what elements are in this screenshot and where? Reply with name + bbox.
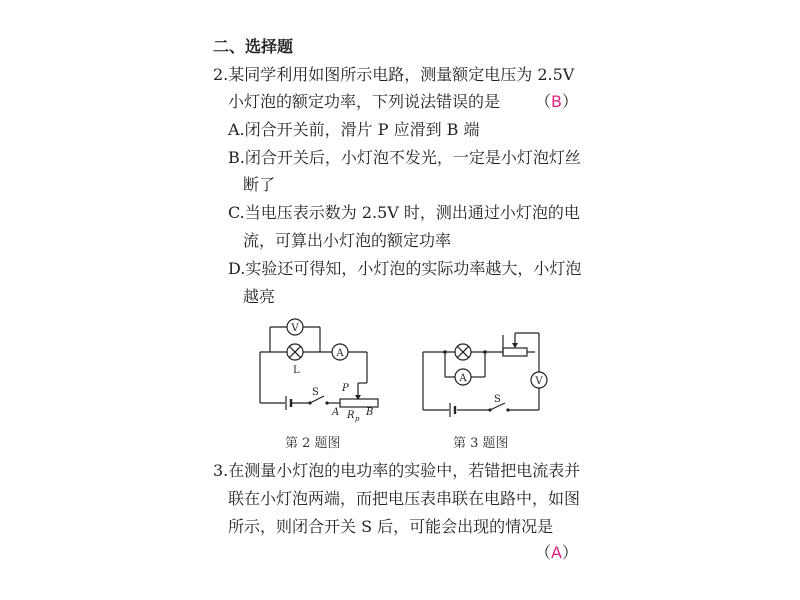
fig2-ammeter-label: A	[336, 348, 344, 359]
q2-answer-open: （	[535, 92, 552, 111]
fig2-voltmeter-label: V	[291, 323, 299, 334]
q2-option-d-line2: 越亮	[243, 287, 276, 306]
q2-option-b-line2: 断了	[243, 175, 276, 194]
q2-stem-line1: 2.某同学利用如图所示电路，测量额定电压为 2.5V	[213, 65, 575, 84]
fig3-voltmeter-label: V	[535, 376, 543, 387]
q2-answer-bracket	[535, 92, 578, 112]
fig2-rheostat-label: R	[347, 410, 355, 421]
fig2-slider-label: P	[342, 383, 349, 394]
q2-stem-line2: 小灯泡的额定功率，下列说法错误的是	[228, 92, 501, 111]
q3-stem-line1: 3.在测量小灯泡的电功率的实验中，若错把电流表并	[213, 461, 581, 480]
q3-stem-line3: 所示，则闭合开关 S 后，可能会出现的情况是	[228, 517, 554, 536]
fig3-caption: 第 3 题图	[453, 436, 509, 451]
fig2-rheostat-sub: p	[355, 415, 360, 423]
q2-option-a: A.闭合开关前，滑片 P 应滑到 B 端	[228, 120, 480, 139]
q2-option-c-line1: C.当电压表示数为 2.5V 时，测出通过小灯泡的电	[228, 203, 580, 222]
q3-stem-line2: 联在小灯泡两端，而把电压表串联在电路中，如图	[228, 489, 581, 508]
fig2-circuit-diagram	[250, 315, 385, 425]
fig3-circuit-diagram	[415, 325, 555, 420]
q3-answer-bracket	[535, 543, 578, 563]
fig2-end-a-label: A	[332, 407, 340, 418]
fig3-ammeter-label: A	[459, 373, 467, 384]
fig2-lamp-label: L	[293, 365, 300, 376]
fig2-caption: 第 2 题图	[285, 436, 341, 451]
section-title: 二、选择题	[213, 37, 294, 56]
q2-option-c-line2: 流，可算出小灯泡的额定功率	[243, 231, 452, 250]
q3-answer-close: ）	[561, 543, 578, 562]
fig2-end-b-label: B	[366, 407, 374, 418]
q2-option-b-line1: B.闭合开关后，小灯泡不发光，一定是小灯泡灯丝	[228, 148, 581, 167]
fig2-switch-label: S	[312, 387, 319, 398]
q3-answer-open: （	[535, 543, 552, 562]
q3-answer: A	[551, 543, 562, 562]
q2-answer-close: ）	[562, 92, 579, 111]
fig3-switch-label: S	[494, 394, 501, 405]
q2-answer: B	[551, 92, 562, 111]
q2-option-d-line1: D.实验还可得知，小灯泡的实际功率越大，小灯泡	[228, 259, 582, 278]
